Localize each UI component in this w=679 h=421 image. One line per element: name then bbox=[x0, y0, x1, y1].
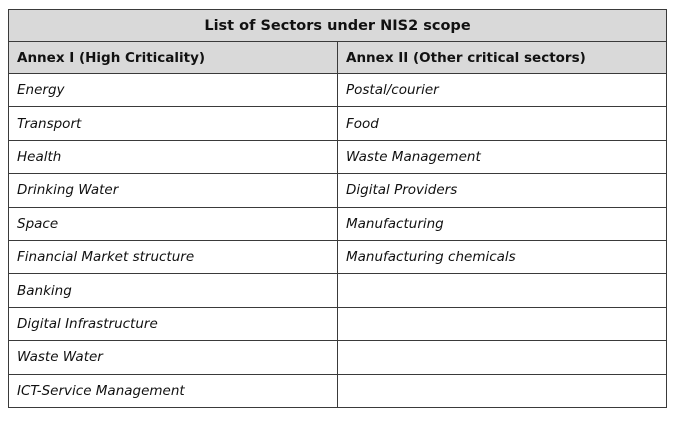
annex-i-cell: Financial Market structure bbox=[9, 240, 338, 273]
annex-i-cell: Digital Infrastructure bbox=[9, 307, 338, 340]
column-header-annex-ii: Annex II (Other critical sectors) bbox=[338, 42, 667, 74]
table-row bbox=[9, 207, 667, 240]
annex-ii-cell: Digital Providers bbox=[338, 174, 667, 207]
sectors-table-container bbox=[8, 9, 666, 408]
annex-i-cell: Energy bbox=[9, 74, 338, 107]
annex-ii-cell: Food bbox=[338, 107, 667, 140]
annex-i-cell: ICT-Service Management bbox=[9, 374, 338, 407]
annex-ii-cell bbox=[338, 307, 667, 340]
annex-i-cell: Drinking Water bbox=[9, 174, 338, 207]
annex-ii-cell: Manufacturing chemicals bbox=[338, 240, 667, 273]
table-row bbox=[9, 107, 667, 140]
nis2-sectors-table bbox=[8, 9, 667, 408]
column-header-row bbox=[9, 42, 667, 74]
annex-ii-cell: Waste Management bbox=[338, 140, 667, 173]
table-row bbox=[9, 374, 667, 407]
annex-i-cell: Health bbox=[9, 140, 338, 173]
table-title-row bbox=[9, 10, 667, 42]
annex-ii-cell bbox=[338, 274, 667, 307]
table-row bbox=[9, 240, 667, 273]
annex-ii-cell: Postal/courier bbox=[338, 74, 667, 107]
annex-ii-cell bbox=[338, 374, 667, 407]
table-row bbox=[9, 140, 667, 173]
annex-i-cell: Waste Water bbox=[9, 341, 338, 374]
annex-i-cell: Space bbox=[9, 207, 338, 240]
table-row bbox=[9, 307, 667, 340]
table-row bbox=[9, 174, 667, 207]
table-title: List of Sectors under NIS2 scope bbox=[9, 10, 667, 42]
table-row bbox=[9, 74, 667, 107]
annex-i-cell: Banking bbox=[9, 274, 338, 307]
column-header-annex-i: Annex I (High Criticality) bbox=[9, 42, 338, 74]
annex-i-cell: Transport bbox=[9, 107, 338, 140]
table-row bbox=[9, 341, 667, 374]
table-row bbox=[9, 274, 667, 307]
annex-ii-cell: Manufacturing bbox=[338, 207, 667, 240]
annex-ii-cell bbox=[338, 341, 667, 374]
